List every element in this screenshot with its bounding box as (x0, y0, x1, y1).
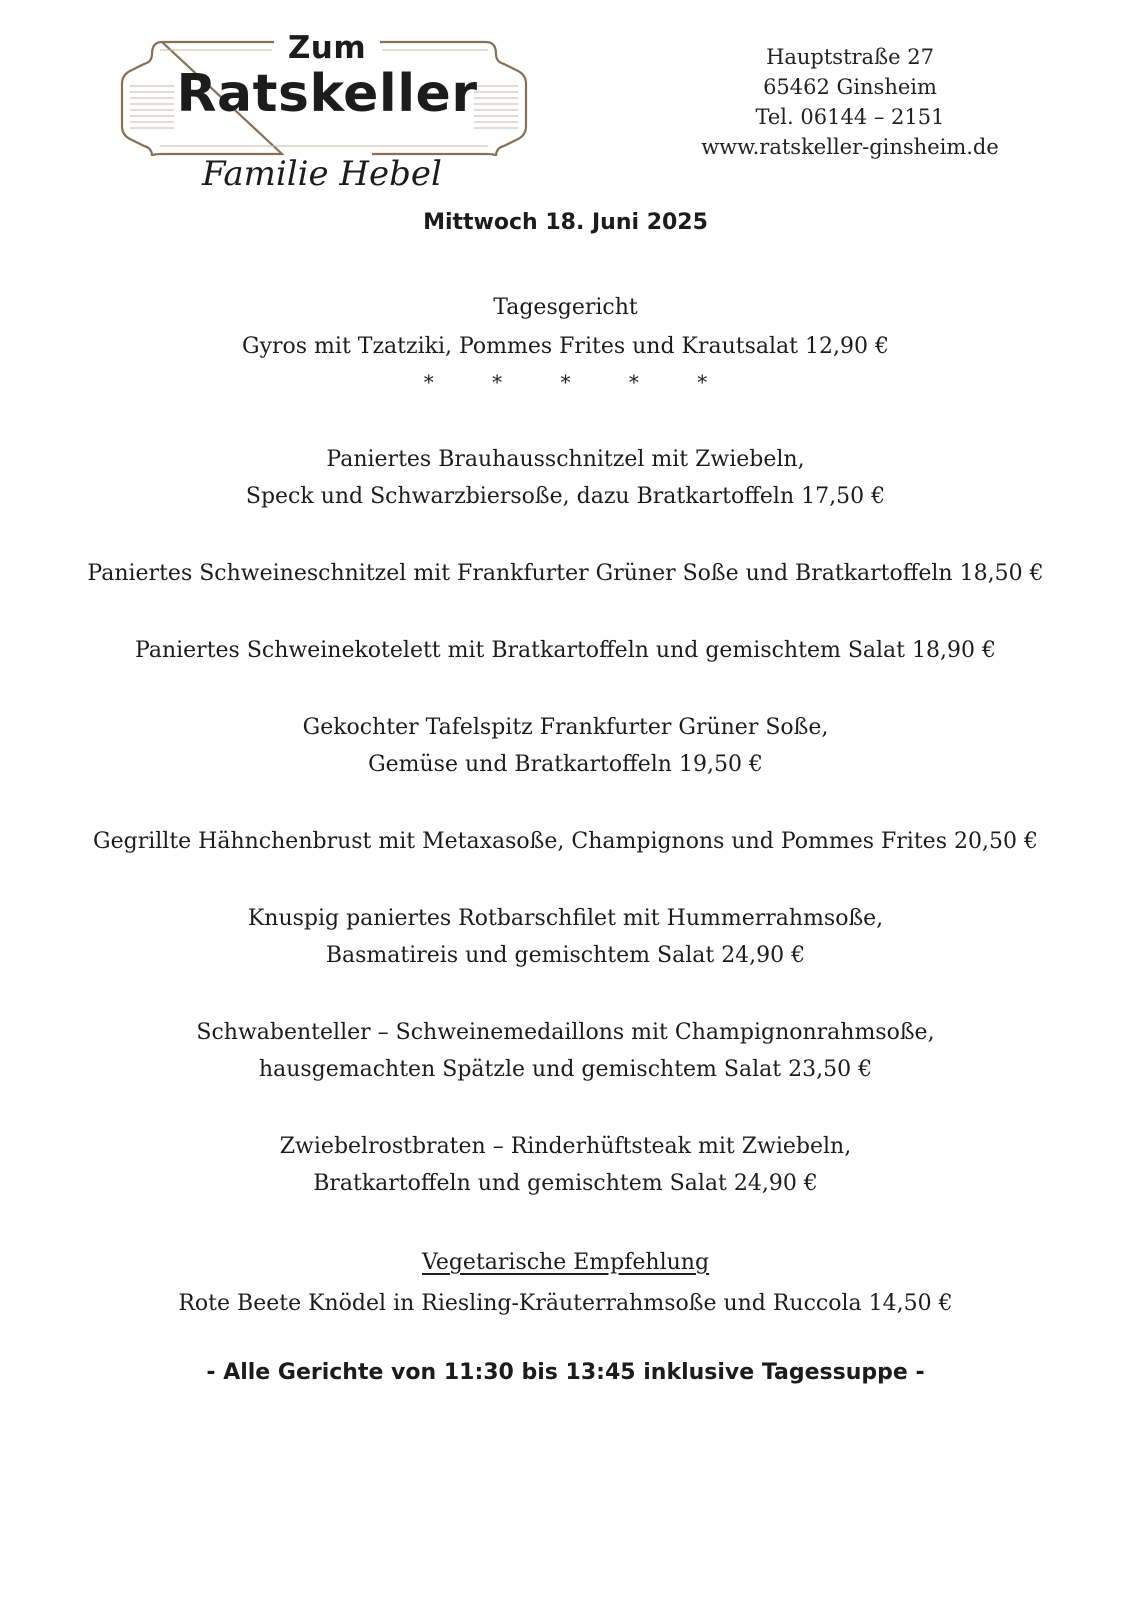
dish-price: 24,90 € (721, 943, 806, 968)
dish-price: 18,90 € (912, 638, 996, 663)
dish-price: 17,50 € (801, 484, 886, 509)
dish-line-1 (0, 823, 1131, 860)
dish-description: Paniertes Schweinekotelett mit Bratkartoffeln und gemischtem Salat (135, 638, 905, 663)
logo-top-word: Zum (287, 30, 367, 66)
menu-item (0, 555, 1131, 592)
dish-price: 24,90 € (733, 1171, 818, 1196)
address-website[interactable]: www.ratskeller-ginsheim.de (701, 135, 999, 159)
menu-list (0, 288, 1131, 1385)
menu-item (0, 1128, 1131, 1202)
dish-description: Gyros mit Tzatziki, Pommes Frites und Krautsalat (242, 334, 799, 359)
menu-item (0, 632, 1131, 669)
menu-item (0, 900, 1131, 974)
dish-price: 18,50 € (959, 561, 1044, 586)
dish-line-2 (0, 1051, 1131, 1088)
logo-restaurant-name: Ratskeller (176, 64, 478, 124)
dish-line-1: Zwiebelrostbraten – Rinderhüftsteak mit Zwiebeln, (279, 1134, 852, 1159)
address-phone: Tel. 06144 – 2151 (755, 105, 945, 129)
menu-item (0, 1014, 1131, 1088)
menu-item (0, 823, 1131, 860)
dish-price: 14,50 € (868, 1291, 953, 1316)
dish-line-1: Schwabenteller – Schweinemedaillons mit Champignonrahmsoße, (196, 1020, 935, 1045)
vegetarian-dish (0, 1285, 1131, 1322)
dish-description: Paniertes Schweineschnitzel mit Frankfurter Grüner Soße und Bratkartoffeln (87, 561, 953, 586)
dish-line-1 (0, 555, 1131, 592)
vegetarian-heading: Vegetarische Empfehlung (421, 1250, 710, 1275)
menu-footer-note: - Alle Gerichte von 11:30 bis 13:45 inklusive Tagessuppe - (206, 1360, 925, 1385)
dish-description: Speck und Schwarzbiersoße, dazu Bratkartoffeln (245, 484, 795, 509)
dish-description: hausgemachten Spätzle und gemischtem Salat (258, 1057, 782, 1082)
menu-item (0, 709, 1131, 783)
dish-line-2 (0, 478, 1131, 515)
dish-description: Gegrillte Hähnchenbrust mit Metaxasoße, Champignons und Pommes Frites (93, 829, 947, 854)
daily-special-heading: Tagesgericht (493, 295, 638, 320)
dish-description: Basmatireis und gemischtem Salat (325, 943, 715, 968)
dish-line-1 (0, 632, 1131, 669)
dish-price: 12,90 € (805, 334, 889, 359)
dish-line-1: Gekochter Tafelspitz Frankfurter Grüner Soße, (302, 715, 829, 740)
address-block (660, 42, 1040, 162)
dish-line-2 (0, 746, 1131, 783)
dish-price: 23,50 € (788, 1057, 873, 1082)
dish-description: Bratkartoffeln und gemischtem Salat (313, 1171, 727, 1196)
dish-price: 19,50 € (678, 752, 763, 777)
menu-item (0, 441, 1131, 515)
address-street: Hauptstraße 27 (766, 45, 934, 69)
dish-price: 20,50 € (954, 829, 1038, 854)
separator-stars: * * * * * (423, 370, 734, 394)
dish-line-2 (0, 937, 1131, 974)
address-city: 65462 Ginsheim (763, 75, 937, 99)
dish-line-1: Paniertes Brauhausschnitzel mit Zwiebeln, (326, 447, 805, 472)
menu-date: Mittwoch 18. Juni 2025 (423, 210, 708, 235)
dish-line-1: Knuspig paniertes Rotbarschfilet mit Hummerrahmsoße, (247, 906, 884, 931)
restaurant-logo (112, 26, 542, 206)
logo-family-name: Familie Hebel (202, 154, 442, 194)
dish-description: Gemüse und Bratkartoffeln (368, 752, 672, 777)
dish-line-2 (0, 1165, 1131, 1202)
dish-description: Rote Beete Knödel in Riesling-Kräuterrahmsoße und Ruccola (178, 1291, 862, 1316)
daily-special-dish (0, 328, 1131, 365)
